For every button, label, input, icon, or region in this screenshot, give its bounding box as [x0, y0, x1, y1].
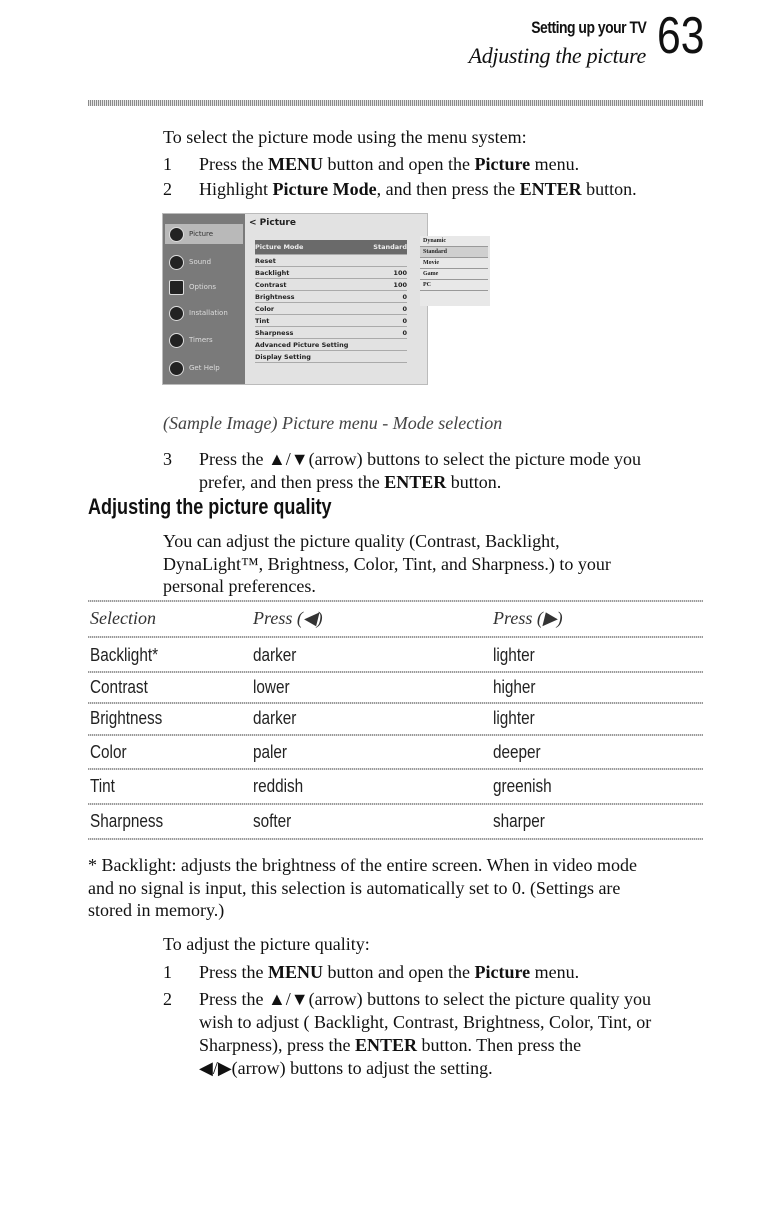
table-rule [88, 636, 703, 638]
table-cell: Brightness [90, 708, 163, 728]
sound-icon [169, 255, 184, 270]
menu-row: Tint 0 [255, 315, 407, 327]
table-header-press-left: Press (◀) [253, 608, 323, 628]
menu-row: Reset [255, 255, 407, 267]
popup-option: PC [420, 280, 488, 291]
section-heading: Adjusting the picture quality [88, 494, 332, 519]
menu-sidebar [163, 214, 245, 384]
menu-row: Display Setting [255, 351, 407, 363]
sidebar-item-sound: Sound [165, 252, 243, 272]
table-cell: paler [253, 742, 288, 762]
table-rule [88, 671, 703, 673]
quality-intro-line1: You can adjust the picture quality (Contrast, Backlight, [163, 531, 560, 551]
table-cell: darker [253, 708, 297, 728]
installation-icon [169, 306, 184, 321]
table-top-rule [88, 600, 703, 602]
adjust-intro: To adjust the picture quality: [163, 934, 370, 954]
header-divider [88, 100, 703, 106]
step-number: 3 [163, 449, 172, 469]
table-bottom-rule [88, 838, 703, 840]
table-header-press-right: Press (▶) [493, 608, 563, 628]
table-rule [88, 702, 703, 704]
table-cell: deeper [493, 742, 541, 762]
table-cell: Color [90, 742, 127, 762]
options-icon [169, 280, 184, 295]
table-cell: higher [493, 677, 536, 697]
table-rule [88, 734, 703, 736]
table-cell: Sharpness [90, 811, 164, 831]
table-rule [88, 803, 703, 805]
picture-menu-screenshot [162, 213, 428, 385]
sidebar-item-picture: Picture [165, 224, 243, 244]
quality-intro-line2: DynaLight™, Brightness, Color, Tint, and Sharpness.) to your [163, 554, 611, 574]
adjust-step-2-line2: wish to adjust ( Backlight, Contrast, Brightness, Color, Tint, or [199, 1012, 652, 1032]
page-number: 63 [657, 7, 705, 65]
table-cell: reddish [253, 776, 304, 796]
quality-intro-line3: personal preferences. [163, 576, 316, 596]
footnote-line3: stored in memory.) [88, 900, 225, 920]
table-rule [88, 768, 703, 770]
footnote-line2: and no signal is input, this selection is automatically set to 0. (Settings are [88, 878, 621, 898]
popup-option: Dynamic [420, 236, 488, 247]
menu-row: Brightness 0 [255, 291, 407, 303]
subsection-title: Adjusting the picture [468, 43, 646, 68]
adjust-step-2-line3: Sharpness), press the ENTER button. Then press the [199, 1035, 582, 1055]
step-number: 2 [163, 989, 172, 1009]
picture-icon [169, 227, 184, 242]
sidebar-item-timers: Timers [165, 330, 243, 350]
table-cell: softer [253, 811, 292, 831]
menu-row: Contrast 100 [255, 279, 407, 291]
table-cell: sharper [493, 811, 545, 831]
mode-step-2: 2 Highlight Picture Mode, and then press the ENTER button. [163, 179, 637, 199]
adjust-step-2-line4: ◀/▶(arrow) buttons to adjust the setting. [199, 1058, 493, 1078]
adjust-step-1: 1 Press the MENU button and open the Picture menu. [163, 962, 580, 982]
section-title: Setting up your TV [530, 18, 646, 37]
mode-step-3-line1: 3 Press the ▲/▼(arrow) buttons to select the picture mode you [163, 449, 642, 469]
sidebar-item-options: Options [165, 277, 243, 297]
footnote-line1: * Backlight: adjusts the brightness of the entire screen. When in video mode [88, 855, 638, 875]
sidebar-item-get-help: Get Help [165, 358, 243, 378]
menu-row: Advanced Picture Setting [255, 339, 407, 351]
table-cell: Backlight* [90, 645, 159, 665]
table-cell: lighter [493, 645, 535, 665]
table-cell: lighter [493, 708, 535, 728]
sidebar-item-installation: Installation [165, 303, 243, 323]
mode-step-3-line2: prefer, and then press the ENTER button. [199, 472, 502, 492]
table-header-selection: Selection [90, 608, 156, 628]
table-cell: Contrast [90, 677, 148, 697]
step-number: 1 [163, 962, 172, 982]
adjust-step-2-line1: 2 Press the ▲/▼(arrow) buttons to select the picture quality you [163, 989, 652, 1009]
menu-row: Backlight 100 [255, 267, 407, 279]
table-cell: lower [253, 677, 290, 697]
menu-title: < Picture [249, 218, 296, 228]
popup-option-selected: Standard [420, 247, 488, 258]
table-cell: greenish [493, 776, 552, 796]
popup-option: Movie [420, 258, 488, 269]
timer-icon [169, 333, 184, 348]
menu-row: Sharpness 0 [255, 327, 407, 339]
step-number: 1 [163, 154, 172, 174]
popup-option: Game [420, 269, 488, 280]
step-number: 2 [163, 179, 172, 199]
picture-mode-popup [420, 236, 490, 306]
menu-row: Color 0 [255, 303, 407, 315]
table-cell: Tint [90, 776, 115, 796]
mode-intro: To select the picture mode using the menu system: [163, 127, 527, 147]
image-caption: (Sample Image) Picture menu - Mode selection [163, 413, 503, 433]
menu-row: Picture Mode Standard [255, 240, 407, 255]
mode-step-1: 1 Press the MENU button and open the Picture menu. [163, 154, 580, 174]
table-cell: darker [253, 645, 297, 665]
help-icon [169, 361, 184, 376]
